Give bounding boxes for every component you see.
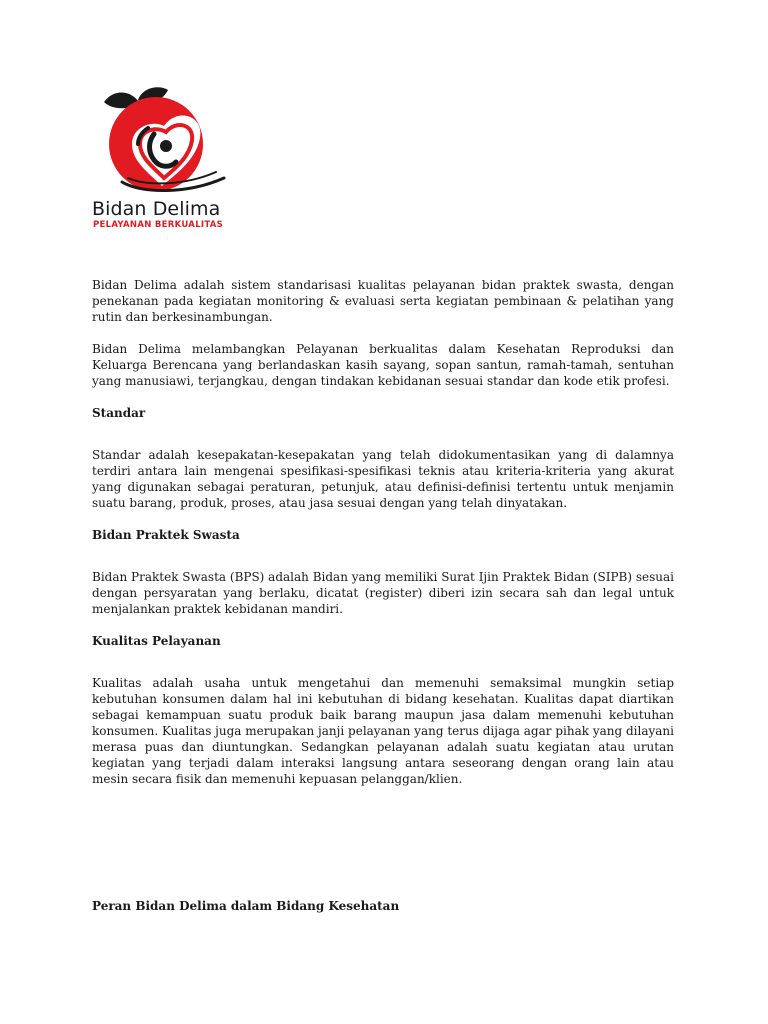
- bidan-delima-logo: [92, 82, 252, 232]
- brand-name: Bidan Delima: [92, 198, 221, 220]
- heading-peran-bidan-delima: Peran Bidan Delima dalam Bidang Kesehatan: [92, 899, 400, 913]
- paragraph-standar: Standar adalah kesepakatan-kesepakatan yang telah didokumentasikan yang di dalamnya terdiri antara lain mengenai spesifikasi-spesifikasi teknis atau kriteria-kriteria yang akurat yang digunakan sebagai peraturan, petunjuk, atau definisi-definisi tertentu untuk menjamin suatu barang, produk, proses, atau jasa sesuai dengan yang telah dinyatakan.: [92, 448, 674, 510]
- brand-tagline: PELAYANAN BERKUALITAS: [93, 220, 224, 230]
- pomegranate-heart-icon: [92, 82, 242, 197]
- intro-paragraph-2: Bidan Delima melambangkan Pelayanan berkualitas dalam Kesehatan Reproduksi dan Keluarga Berencana yang berlandaskan kasih sayang, sopan santun, ramah-tamah, sentuhan yang manusiawi, terjangkau, dengan tindakan kebidanan sesuai standar dan kode etik profesi.: [92, 342, 674, 388]
- heading-kualitas-pelayanan: Kualitas Pelayanan: [92, 634, 221, 648]
- heading-bidan-praktek-swasta: Bidan Praktek Swasta: [92, 528, 240, 542]
- heading-standar: Standar: [92, 406, 146, 420]
- intro-paragraph-1: Bidan Delima adalah sistem standarisasi kualitas pelayanan bidan praktek swasta, dengan penekanan pada kegiatan monitoring & evaluasi serta kegiatan pembinaan & pelatihan yang rutin dan berkesinambungan.: [92, 278, 674, 324]
- document-body: [92, 277, 674, 914]
- paragraph-bidan-praktek-swasta: Bidan Praktek Swasta (BPS) adalah Bidan yang memiliki Surat Ijin Praktek Bidan (SIPB) sesuai dengan persyaratan yang berlaku, dicatat (register) diberi izin secara sah dan legal untuk menjalankan praktek kebidanan mandiri.: [92, 570, 674, 616]
- paragraph-kualitas-pelayanan: Kualitas adalah usaha untuk mengetahui dan memenuhi semaksimal mungkin setiap kebutuhan konsumen dalam hal ini kebutuhan di bidang kesehatan. Kualitas dapat diartikan sebagai kemampuan suatu produk baik barang maupun jasa dalam memenuhi kebutuhan konsumen. Kualitas juga merupakan janji pelayanan yang terus dijaga agar pihak yang dilayani merasa puas dan diuntungkan. Sedangkan pelayanan adalah suatu kegiatan atau urutan kegiatan yang terjadi dalam interaksi langsung antara seseorang dengan orang lain atau mesin secara fisik dan memenuhi kepuasan pelanggan/klien.: [92, 676, 674, 786]
